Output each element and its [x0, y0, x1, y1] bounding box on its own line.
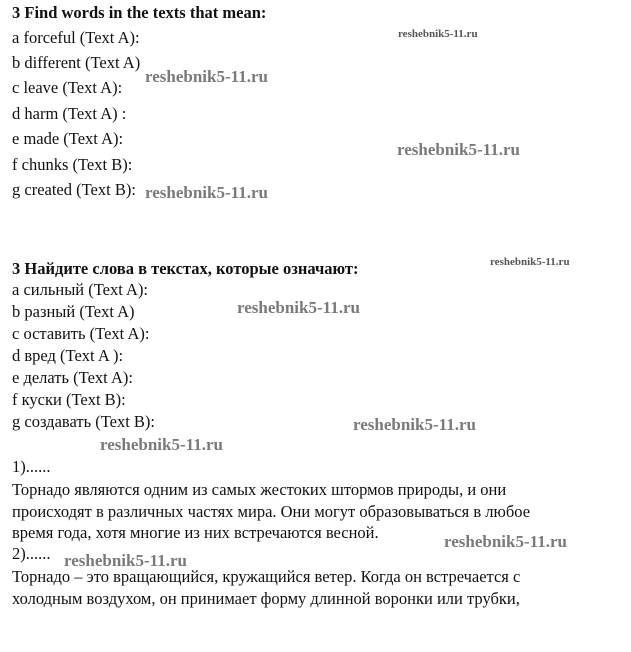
watermark: reshebnik5-11.ru [64, 551, 187, 570]
russian-item-g: g создавать (Text B): [12, 412, 156, 431]
russian-item-c: с оставить (Text A): [12, 324, 150, 343]
watermark: reshebnik5-11.ru [397, 140, 520, 159]
answer-2-marker: 2)...... [12, 544, 51, 563]
english-item-d: d harm (Text A) : [12, 104, 127, 123]
english-item-f: f chunks (Text B): [12, 155, 133, 174]
answer-1-line-2: происходят в различных частях мира. Они могут образовываться в любое [12, 501, 531, 521]
watermark: reshebnik5-11.ru [145, 183, 268, 202]
english-task-heading: 3 Find words in the texts that mean: [12, 3, 267, 22]
watermark: reshebnik5-11.ru [398, 28, 478, 40]
russian-item-f: f куски (Text B): [12, 390, 126, 409]
russian-item-a: а сильный (Text A): [12, 280, 149, 299]
answer-2-line-1: Торнадо – это вращающийся, кружащийся ветер. Когда он встречается с [12, 567, 521, 586]
english-item-g: g created (Text B): [12, 180, 136, 199]
english-item-c: c leave (Text A): [12, 78, 123, 97]
answer-1-line-3: время года, хотя многие из них встречаются весной. [12, 523, 379, 542]
watermark: reshebnik5-11.ru [444, 532, 567, 551]
russian-item-b: b разный (Text A) [12, 302, 135, 321]
english-item-a: a forceful (Text A): [12, 28, 140, 47]
watermark: reshebnik5-11.ru [353, 415, 476, 434]
watermark: reshebnik5-11.ru [237, 298, 360, 317]
answer-1-marker: 1)...... [12, 457, 51, 476]
answer-1-line-1: Торнадо являются одним из самых жестоких штормов природы, и они [12, 480, 507, 499]
russian-item-d: d вред (Text A ): [12, 346, 124, 365]
russian-task-heading: 3 Найдите слова в текстах, которые означают: [12, 259, 359, 278]
answer-2-paragraph [12, 566, 624, 609]
english-item-b: b different (Text A) [12, 53, 141, 72]
watermark: reshebnik5-11.ru [490, 256, 570, 268]
watermark: reshebnik5-11.ru [145, 67, 268, 86]
answer-2-line-2: холодным воздухом, он принимает форму длинной воронки или трубки, [12, 588, 520, 608]
english-item-e: e made (Text A): [12, 129, 124, 148]
russian-item-e: е делать (Text A): [12, 368, 133, 387]
watermark: reshebnik5-11.ru [100, 435, 223, 454]
